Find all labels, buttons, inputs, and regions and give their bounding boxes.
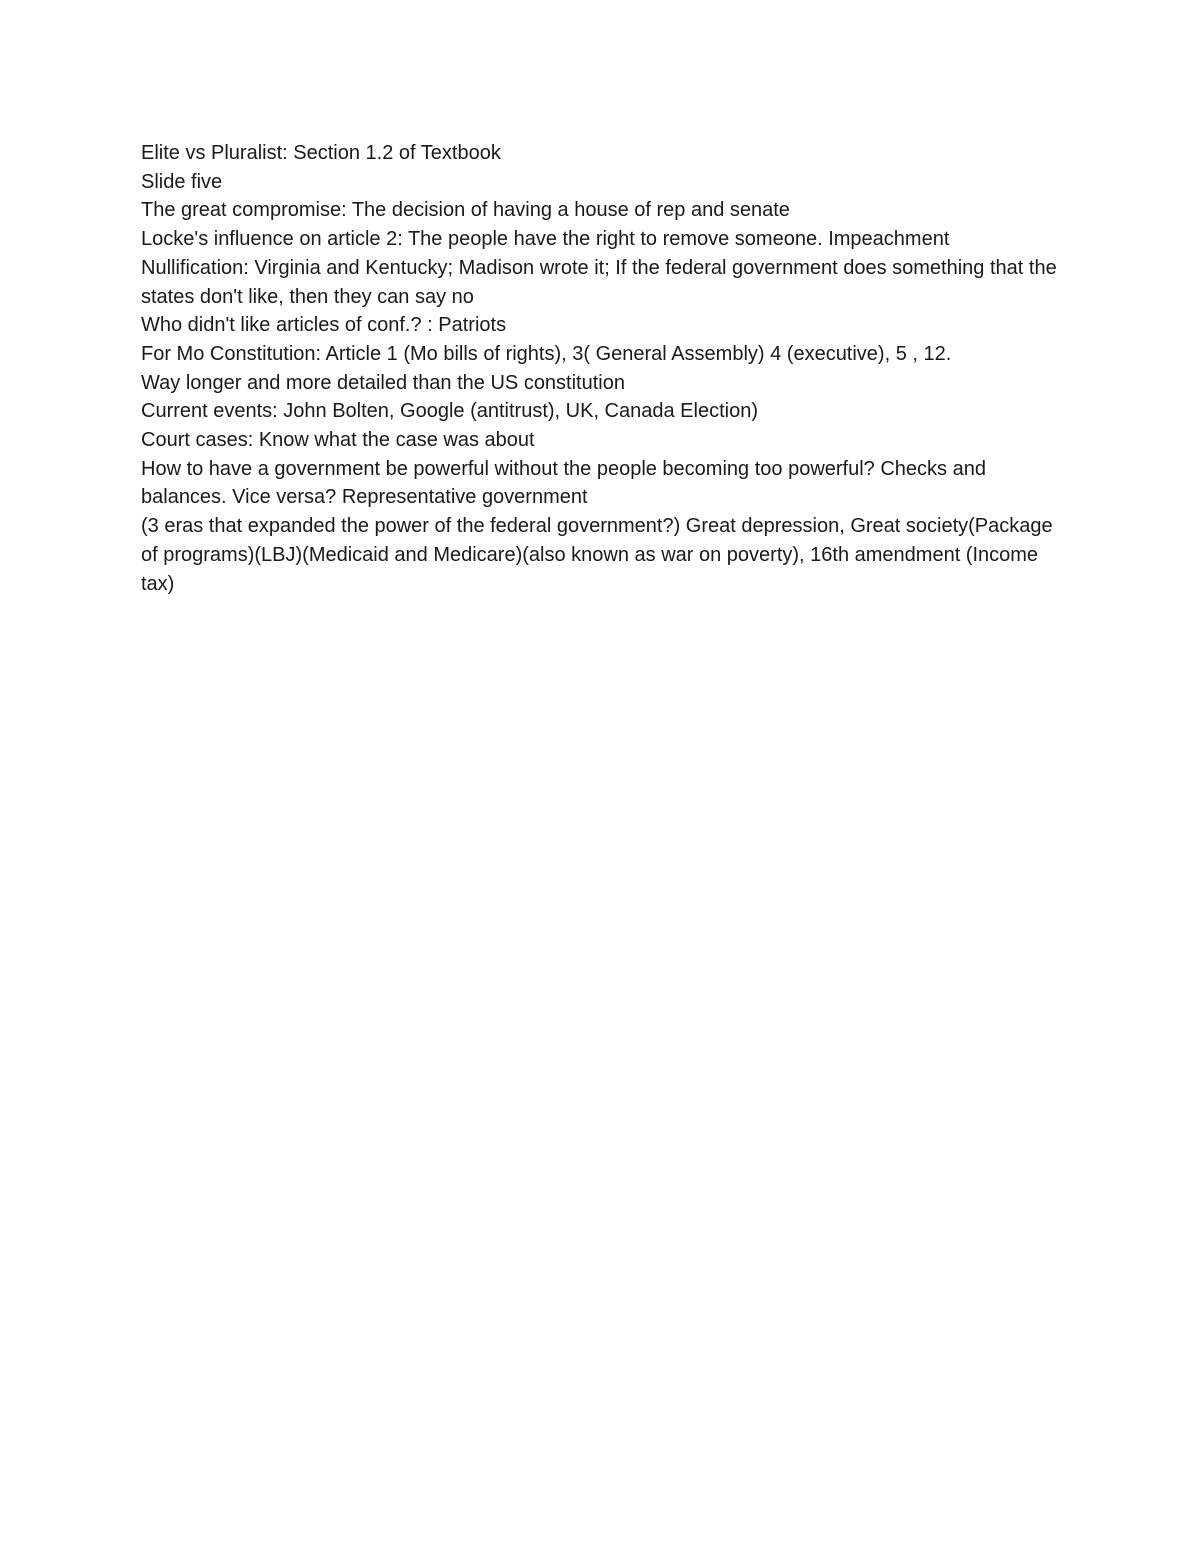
line-title: Elite vs Pluralist: Section 1.2 of Textbook bbox=[141, 142, 501, 164]
line-articles-of-confederation: Who didn't like articles of conf.? : Patriots bbox=[141, 314, 507, 337]
line-nullification: Nullification: Virginia and Kentucky; Madison wrote it; If the federal government does something that the states don't like, then they can say no bbox=[141, 256, 1057, 308]
document-body bbox=[141, 139, 1071, 598]
line-current-events: Current events: John Bolten, Google (antitrust), UK, Canada Election) bbox=[141, 400, 758, 423]
line-three-eras: (3 eras that expanded the power of the federal government?) Great depression, Great society(Package of programs)(LBJ)(Medicaid and Medicare)(also known as war on poverty), 16th amendment (Income tax) bbox=[141, 515, 1053, 595]
line-slide: Slide five bbox=[141, 170, 223, 193]
line-locke-influence: Locke's influence on article 2: The people have the right to remove someone. Impeachment bbox=[141, 228, 950, 251]
line-court-cases: Court cases: Know what the case was about bbox=[141, 429, 535, 452]
line-longer-detailed: Way longer and more detailed than the US constitution bbox=[141, 371, 625, 394]
line-mo-constitution: For Mo Constitution: Article 1 (Mo bills of rights), 3( General Assembly) 4 (executive), 5 , 12. bbox=[141, 342, 952, 365]
line-powerful-government: How to have a government be powerful without the people becoming too powerful? Checks and balances. Vice versa? Representative government bbox=[141, 457, 986, 509]
line-great-compromise: The great compromise: The decision of having a house of rep and senate bbox=[141, 199, 790, 222]
